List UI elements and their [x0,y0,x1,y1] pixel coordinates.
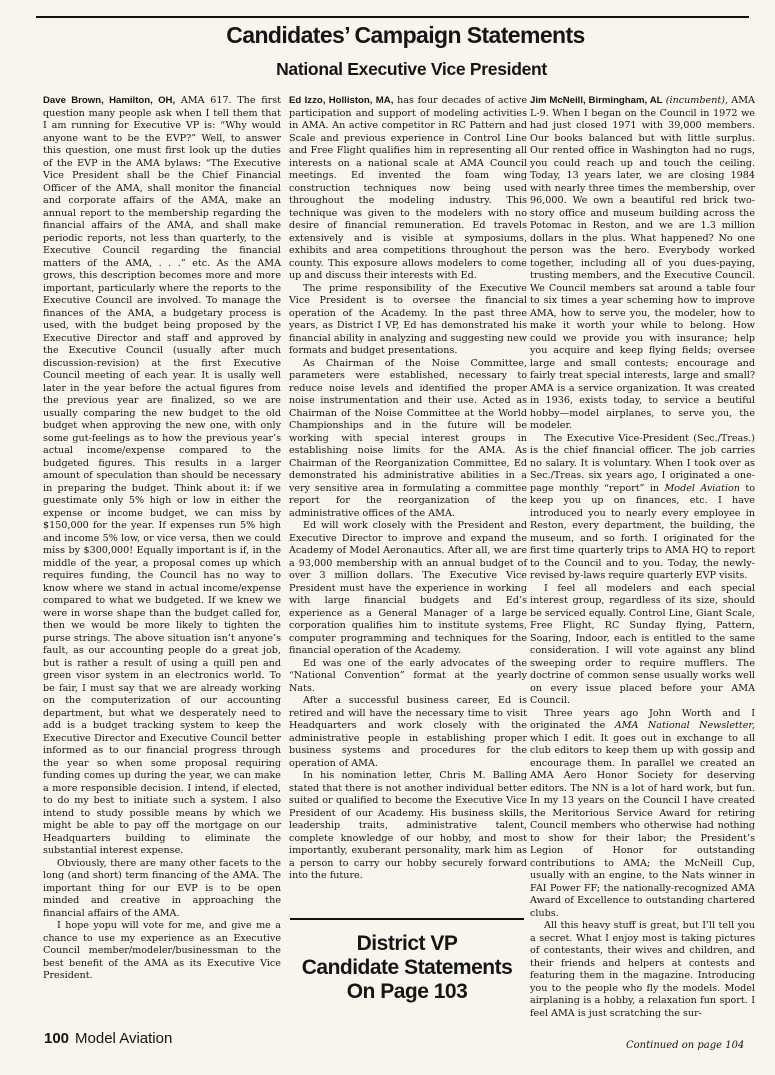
newsletter-ref: AMA National Newsletter, [614,720,755,731]
dave-brown-paragraph-1 [43,95,281,858]
column-dave-brown [43,95,281,983]
callout-rule [290,918,524,920]
continued-note: Continued on page 104 [626,1040,745,1051]
header-rule [36,16,749,18]
ed-izzo-paragraph-5: Ed was one of the early advocates of the “National Convention” format at the yearly Nats. [289,657,527,694]
candidate-name-jim-mcneill: Jim McNeill, Birmingham, AL [530,95,663,106]
jim-mcneill-paragraph-2 [530,433,755,583]
jim-mcneill-paragraph-2-a: The Executive Vice-President (Sec./Treas.) is the chief financial officer. The job carries no salary. It is voluntary. When I took over as Sec./Treas. six years ago, I originated a one-page monthly “report” in [530,432,755,494]
page-subtitle: National Executive Vice President [276,59,547,79]
dave-brown-paragraph-2: Obviously, there are many other facets to the long (and short) term financing of the AMA. The important thing for our EVP is to be open minded and creative in approaching the financial affairs of the AMA. [43,857,281,919]
ed-izzo-paragraph-6: After a successful business career, Ed is retired and will have the necessary time to visit Headquarters and work closely with the administrative people in establishing proper business systems and procedures for the operation of AMA. [289,695,527,769]
model-aviation-ref: Model Aviation [664,482,740,494]
dave-brown-paragraph-3: I hope yopu will vote for me, and give me a chance to use my experience as an Executive Council member/modeler/businessman to the best benefit of the AMA as its Executive Vice President. [43,920,281,981]
incumbent-tag: (incumbent), [662,95,729,106]
ed-izzo-paragraph-3: As Chairman of the Noise Committee, parameters were established, necessary to reduce noise levels and identified the proper noise instrumentation and their use. Acted as Chairman of the Noise Committee at the World Championships and in the future will be working with special interest groups in establishing noise limits for the AMA. As Chairman of the Reorganization Committee, Ed demonstrated his administrative abilities in a very sensitive area in formulating a committee report for the reorganization of the administrative offices of the AMA. [289,357,527,519]
jim-mcneill-paragraph-3: I feel all modelers and each special interest group, regardless of its size, should be serviced equally. Control Line, Giant Scale, Free Flight, RC Sunday flying, Pattern, Soaring, Indoor, each is entitled to the same consideration. I will vote against any blind sweeping order to require mufflers. The doctrine of common sense usually works well on every issue placed before your AMA Council. [530,582,755,706]
jim-mcneill-paragraph-2-b: to keep you up on finances, etc. I have introduced you to nearly every employee in Reston, every department, the building, the museum, and so forth. I originated for the first time quarterly trips to AMA HQ to report to the Council and to you. Today, the newly-revised by-laws require quarterly EVP visits. [530,482,755,581]
ed-izzo-paragraph-4: Ed will work closely with the President and Executive Director to improve and expand the Academy of Model Aeronautics. After all, we are a 93,000 membership with an annual budget of over 3 million dollars. The Executive Vice President must have the experience in working with large financial budgets and Ed’s experience as a General Manager of a large corporation qualifies him to institute systems, computer programming and techniques for the financial operation of the Academy. [289,520,527,656]
candidate-name-dave-brown: Dave Brown, Hamilton, OH, [43,95,176,106]
jim-mcneill-paragraph-1-text: AMA L-9. When I began on the Council in 1972 we had just closed 1971 with 39,000 members. Our books balanced but with little surplus. Our rented office in Washington had no rugs, you could reach up and touch the ceiling. Today, 13 years later, we are closing 1984 with nearly three times the membership, over 96,000. We own a beautiful red brick two-story office and museum building across the Potomac in Reston, and we are 1.3 million dollars in the plus. What happened? No one person was the hero. Everybody worked together, including all of you dues-paying, trusting members, and the Executive Council. We Council members sat around a table four to six times a year scheming how to improve AMA, how to serve you, the modeler, how to make it worth your while to belong. How could we provide you with insurance; help you acquire and keep flying fields; oversee large and small contests; encourage and fairly treat special interests, large and small? AMA is a service organization. It was created in 1936, exists today, to service a beutiful hobby—model airplanes, to serve you, the modeler. [530,95,755,431]
page-title: Candidates’ Campaign Statements [226,22,585,48]
jim-mcneill-paragraph-4-a: Three years ago John Worth and I originated the [530,707,755,731]
callout-line-3: On Page 103 [346,980,468,1003]
ed-izzo-paragraph-2: The prime responsibility of the Executive Vice President is to oversee the financial operation of the Academy. In the past three years, as District I VP, Ed has demonstrated his financial ability in analyzing and suggesting new formats and budget presentations. [289,282,527,356]
jim-mcneill-paragraph-5: All this heavy stuff is great, but I’ll tell you a secret. What I enjoy most is taking pictures of contestants, their wives and children, and their friends and helpers at contests and featuring them in the magazine. Introducing you to the people who fly the models. Model airplaning is a hobby, a relaxation fun sport. I feel AMA is just scratching the sur- [530,920,755,1019]
candidate-name-ed-izzo: Ed Izzo, Holliston, MA, [289,95,394,106]
magazine-name: Model Aviation [75,1030,173,1047]
column-jim-mcneill [530,95,755,1020]
page-footer [44,1030,172,1047]
dave-brown-paragraph-1-text: AMA 617. The first question many people ask when I tell them that I am running for Executive VP is: “Why would anyone want to be the EVP?” Well, to answer this question, one must first look up the duties of the EVP in the AMA bylaws: “The Executive Vice President shall be the Chief Financial Officer of the AMA, shall monitor the financial and corporate affairs of the AMA, make an annual report to the membership regarding the financial affairs of the AMA, and shall make periodic reports, not less than quarterly, to the Executive Council regarding the financial matters of the AMA, . . .” etc. As the AMA grows, this description becomes more and more important, particularly where the reports to the Executive Council are involved. To manage the finances of the AMA, a budgetary process is used, with the budget being proposed by the Executive Director and staff and approved by the Executive Council (usually after much discussion-revision) at the first Executive Council meeting of each year. It is usally well later in the year before the actual figures from the previous year are finalized, so we are usually comparing the new budget to the old budget when approving the new one, with only some gut-feelings as to how the previous year’s actual income/expense compared to the budgeted figures. This results in a larger amount of speculation than should be necessary in preparing the budget. Think about it: if we guestimate only 5% high or low in either the expense or income budget, we can miss by $150,000 for the year. If expenses run 5% high and income 5% low, or vice versa, then we could miss by $300,000! Equally important is if, in the middle of the year, a proposal comes up which requires funding, the Council has no way to know where we stand in actual income/expense compared to what we budgeted. If we knew we were in worse shape than the budget called for, then we would be more likely to tighten the purse strings. The above situation isn’t anyone’s fault, as our accounting people do a great job, but is rather a result of using a quill pen and green visor system in an electronics world. To be fair, I must say that we are already working on the computerization of our accounting department, but what we desperately need to add is a budget tracking system to keep the Executive Director and Executive Council better informed as to our financial progress through the year so when some proposal requiring funding comes up during the year, we can make a more responsible decision. I intend, if elected, to do my best to initiate such a system. I also intend to study possible means by which we might be able to pay off the mortgage on our Headquarters building to eliminate the substantial interest expense. [43,95,281,856]
column-ed-izzo [289,95,527,883]
callout-line-1: District VP [356,932,458,955]
jim-mcneill-paragraph-4 [530,708,755,921]
jim-mcneill-paragraph-1 [530,95,755,433]
jim-mcneill-paragraph-4-b: which I edit. It goes out in exchange to all club editors to keep them up with gossip and encourage them. In parallel we created an AMA Aero Honor Society for deserving editors. The NN is a lot of hard work, but fun. In my 13 years on the Council I have created the Meritorious Service Award for retiring Council members who otherwise had nothing to show for their labor; the President’s Legion of Honor for outstanding contributions to AMA; the McNeill Cup, usually with an engine, to the Nats winner in FAI Power FF; the nationally-recognized AMA Award of Excellence to outstanding chartered clubs. [530,732,755,919]
district-vp-callout [284,932,530,1004]
ed-izzo-paragraph-1-text: has four decades of active participation and support of modeling activities in AMA. An active competitor in RC Pattern and Scale and previous experience in Control Line and Free Flight qualifies him in representing all interests on a national scale at AMA Council meetings. Ed invented the foam wing construction techniques now being used throughout the modeling industry. This technique was given to the modelers with no desire of financial remuneration. Ed travels extensively and is visible at symposiums, exhibits and area competitions throughout the county. This exposure allows modelers to come up and discuss their interests with Ed. [289,95,527,281]
page-number: 100 [44,1030,70,1047]
ed-izzo-paragraph-1 [289,95,527,283]
callout-line-2: Candidate Statements [301,956,513,979]
ed-izzo-paragraph-7: In his nomination letter, Chris M. Balling stated that there is not another individual better suited or qualified to become the Executive Vice President of our Academy. His business skills, leadership traits, administrative talent, complete knowledge of our hobby, and most importantly, exuberant personality, mark him as a person to carry our hobby securely forward into the future. [289,770,527,881]
